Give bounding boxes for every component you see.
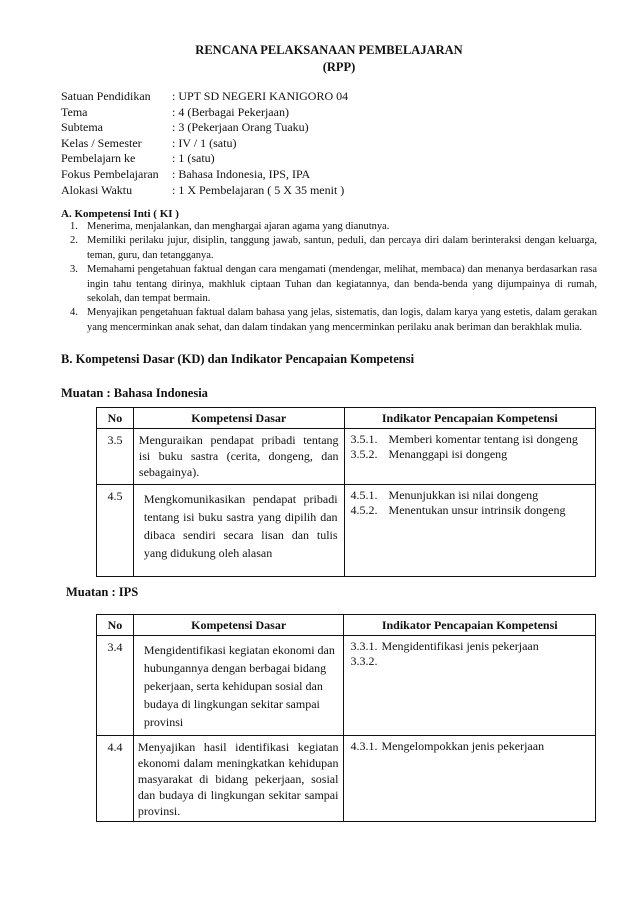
indikator-item (350, 654, 591, 669)
ki-list (70, 220, 597, 335)
indikator-item (351, 447, 591, 462)
ki-number: 3. (70, 264, 78, 276)
row-indikator (344, 485, 595, 577)
identity-block (61, 89, 348, 198)
title-line-1: RENCANA PELAKSANAAN PEMBELAJARAN (195, 43, 463, 57)
identity-row (61, 105, 348, 121)
ki-text: Menerima, menjalankan, dan menghargai ajaran agama yang dianutnya. (87, 221, 390, 232)
indikator-code: 3.3.1. (350, 639, 378, 653)
identity-value: : 1 (satu) (172, 151, 215, 166)
identity-value: : IV / 1 (satu) (172, 135, 237, 150)
identity-label: Satuan Pendidikan (61, 89, 151, 103)
indikator-code: 4.3.1. (350, 739, 378, 753)
identity-value: : Bahasa Indonesia, IPS, IPA (172, 166, 311, 181)
identity-row (61, 89, 348, 105)
identity-row (61, 183, 348, 199)
ips-table (96, 614, 596, 822)
identity-label: Tema (61, 104, 88, 119)
document-title (0, 42, 638, 76)
identity-row (61, 120, 348, 136)
kd-heading: B. Kompetensi Dasar (KD) dan Indikator Pencapaian Kompetensi (61, 352, 415, 366)
row-kd: Menyajikan hasil identifikasi kegiatan ekonomi dalam meningkatkan kehidupan masyarakat di bidang pekerjaan, sosial dan budaya di lingkungan sekitar sampai provinsi. (133, 736, 344, 822)
list-item (70, 263, 597, 306)
indikator-text: Menanggapi isi dongeng (388, 446, 508, 461)
indikator-text (381, 654, 591, 669)
indikator-item (351, 432, 591, 447)
title-line-2: (RPP) (322, 60, 356, 74)
ki-number: 2. (70, 235, 78, 247)
ki-heading: A. Kompetensi Inti ( KI ) (61, 208, 179, 220)
table-header-row (97, 408, 596, 429)
indikator-item (351, 503, 591, 518)
ki-text: Menyajikan pengetahuan faktual dalam bahasa yang jelas, sistematis, dan logis, dalam karya yang estetis, dalam gerakan yang mencerminkan anak sehat, dan dalam tindakan yang mencerminkan perilaku anak beriman dan berakhlak mulia. (87, 307, 597, 333)
indikator-code: 4.5.1. (350, 488, 378, 502)
bahasa-heading: Muatan : Bahasa Indonesia (61, 386, 208, 400)
indikator-text: Menentukan unsur intrinsik dongeng (388, 502, 566, 517)
bahasa-table (96, 407, 596, 577)
header-kd: Kompetensi Dasar (133, 408, 344, 429)
table-row (97, 485, 596, 577)
row-kd: Mengkomunikasikan pendapat pribadi tentang isi buku sastra yang dipilih dan dibaca sendiri secara lisan dan tulis yang didukung oleh alasan (133, 485, 344, 577)
table-row (97, 429, 596, 485)
row-kd: Menguraikan pendapat pribadi tentang isi buku sastra (cerita, dongeng, dan sebagainya). (133, 429, 344, 485)
indikator-item (351, 488, 591, 503)
identity-row (61, 167, 348, 183)
header-no: No (97, 615, 134, 636)
ki-text: Memiliki perilaku jujur, disiplin, tanggung jawab, santun, peduli, dan percaya diri dalam berinteraksi dengan keluarga, teman, guru, dan tetangganya. (87, 235, 597, 261)
row-no: 4.5 (97, 485, 134, 577)
row-indikator (344, 429, 595, 485)
identity-value: : 4 (Berbagai Pekerjaan) (172, 104, 289, 119)
table-header-row (97, 615, 596, 636)
ips-heading: Muatan : IPS (66, 585, 139, 599)
identity-label: Pembelajarn ke (61, 151, 136, 166)
list-item (70, 220, 597, 234)
row-indikator (344, 636, 596, 736)
identity-row (61, 151, 348, 167)
header-kd: Kompetensi Dasar (133, 615, 344, 636)
table-row (97, 636, 596, 736)
row-no: 4.4 (97, 736, 134, 822)
indikator-code: 4.5.2. (350, 502, 378, 517)
row-kd: Mengidentifikasi kegiatan ekonomi dan hubungannya dengan berbagai bidang pekerjaan, serta kehidupan sosial dan budaya di lingkungan sekitar sampai provinsi (133, 636, 344, 736)
list-item (70, 234, 597, 263)
identity-row (61, 136, 348, 152)
ki-number: 4. (70, 307, 78, 319)
indikator-code: 3.5.2. (350, 446, 378, 461)
indikator-item (350, 639, 591, 654)
identity-label: Kelas / Semester (61, 135, 142, 150)
row-no: 3.4 (97, 636, 134, 736)
indikator-text: Memberi komentar tentang isi dongeng (388, 432, 578, 446)
identity-value: : UPT SD NEGERI KANIGORO 04 (172, 89, 349, 103)
ki-number: 1. (70, 221, 78, 232)
indikator-code: 3.5.1. (350, 432, 378, 446)
identity-label: Alokasi Waktu (61, 182, 133, 197)
ki-text: Memahami pengetahuan faktual dengan cara mengamati (mendengar, melihat, membaca) dan menanya berdasarkan rasa ingin tahu tentang dirinya, makhluk ciptaan Tuhan dan kegiatannya, dan benda-benda yang dijumpainya di rumah, sekolah, dan tempat bermain. (87, 264, 597, 305)
header-indikator: Indikator Pencapaian Kompetensi (344, 615, 596, 636)
table-row (97, 736, 596, 822)
indikator-item (350, 739, 591, 754)
list-item (70, 306, 597, 335)
identity-label: Subtema (61, 120, 103, 135)
indikator-text: Menunjukkan isi nilai dongeng (388, 488, 539, 502)
header-no: No (97, 408, 134, 429)
identity-label: Fokus Pembelajaran (61, 166, 159, 181)
identity-value: : 3 (Pekerjaan Orang Tuaku) (172, 120, 309, 135)
indikator-text: Mengelompokkan jenis pekerjaan (381, 739, 545, 753)
row-indikator (344, 736, 596, 822)
indikator-text: Mengidentifikasi jenis pekerjaan (381, 639, 539, 653)
identity-value: : 1 X Pembelajaran ( 5 X 35 menit ) (172, 182, 345, 197)
indikator-code: 3.3.2. (350, 653, 378, 668)
row-no: 3.5 (97, 429, 134, 485)
header-indikator: Indikator Pencapaian Kompetensi (344, 408, 595, 429)
